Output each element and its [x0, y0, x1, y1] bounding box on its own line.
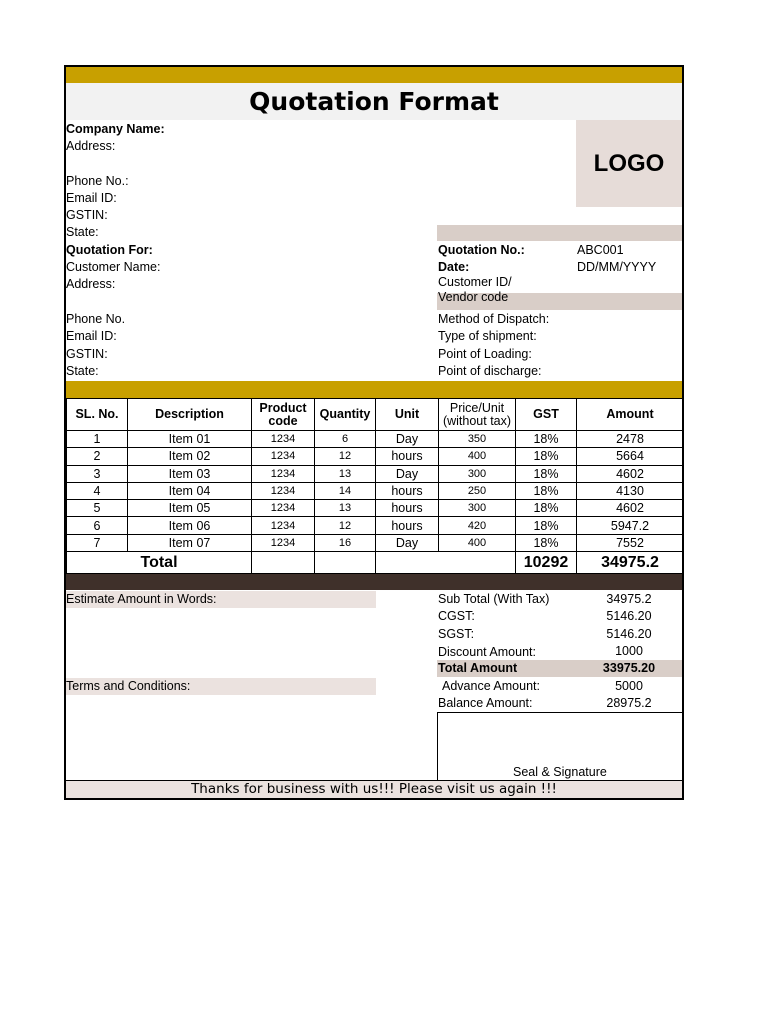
cell-description: Item 06 — [128, 517, 252, 534]
cell-qty: 13 — [315, 465, 376, 482]
cell-code: 1234 — [252, 517, 315, 534]
total-amount-label: Total Amount — [438, 661, 518, 675]
cell-unit: Day — [376, 534, 439, 551]
company-phone-label: Phone No.: — [66, 174, 129, 188]
total-empty-qty — [315, 552, 376, 574]
cell-description: Item 05 — [128, 500, 252, 517]
cell-unit: Day — [376, 431, 439, 448]
company-address-label: Address: — [66, 139, 116, 153]
terms-label: Terms and Conditions: — [66, 679, 191, 693]
shade-strip-top — [437, 225, 682, 241]
sgst-label: SGST: — [438, 627, 475, 641]
cell-unit: hours — [376, 482, 439, 499]
cell-unit: Day — [376, 465, 439, 482]
cell-price: 400 — [439, 534, 516, 551]
total-amount-value: 33975.20 — [602, 661, 656, 675]
cell-amount: 5947.2 — [577, 517, 684, 534]
cell-code: 1234 — [252, 448, 315, 465]
cell-code: 1234 — [252, 431, 315, 448]
balance-label: Balance Amount: — [438, 696, 533, 710]
header-product-code: Product code — [252, 399, 315, 431]
quotation-number-value: ABC001 — [577, 243, 624, 257]
top-gold-band — [66, 67, 682, 83]
cell-unit: hours — [376, 517, 439, 534]
cell-description: Item 04 — [128, 482, 252, 499]
items-table — [66, 398, 684, 574]
cell-gst: 18% — [516, 448, 577, 465]
cell-qty: 12 — [315, 448, 376, 465]
cell-gst: 18% — [516, 500, 577, 517]
table-total-row — [67, 552, 684, 574]
total-label: Total — [67, 552, 252, 574]
title-row — [66, 83, 682, 120]
table-row — [67, 431, 684, 448]
subtotal-label: Sub Total (With Tax) — [438, 592, 550, 606]
dark-band — [66, 574, 682, 590]
total-amount-sum: 34975.2 — [577, 552, 684, 574]
logo-box — [576, 120, 682, 207]
cell-sl: 1 — [67, 431, 128, 448]
page-title: Quotation Format — [249, 87, 499, 116]
cell-code: 1234 — [252, 465, 315, 482]
cell-description: Item 01 — [128, 431, 252, 448]
cell-price: 400 — [439, 448, 516, 465]
date-value: DD/MM/YYYY — [577, 260, 657, 274]
cell-description: Item 07 — [128, 534, 252, 551]
logo-text: LOGO — [593, 149, 665, 177]
middle-gold-band — [66, 381, 682, 398]
header-amount: Amount — [577, 399, 684, 431]
cell-amount: 4602 — [577, 500, 684, 517]
cell-sl: 4 — [67, 482, 128, 499]
balance-value: 28975.2 — [606, 696, 652, 710]
advance-label: Advance Amount: — [442, 679, 540, 693]
table-row — [67, 534, 684, 551]
cell-code: 1234 — [252, 534, 315, 551]
company-name-label: Company Name: — [66, 122, 165, 136]
words-label: Estimate Amount in Words: — [66, 592, 217, 606]
header-sl: SL. No. — [67, 399, 128, 431]
cell-code: 1234 — [252, 482, 315, 499]
cell-amount: 4602 — [577, 465, 684, 482]
customer-email-label: Email ID: — [66, 329, 117, 343]
loading-point-label: Point of Loading: — [438, 347, 532, 361]
date-label: Date: — [438, 260, 470, 274]
company-state-label: State: — [66, 225, 99, 239]
dispatch-method-label: Method of Dispatch: — [438, 312, 550, 326]
quotation-sheet — [64, 65, 684, 800]
cell-gst: 18% — [516, 517, 577, 534]
cell-sl: 2 — [67, 448, 128, 465]
discharge-point-label: Point of discharge: — [438, 364, 542, 378]
cell-qty: 13 — [315, 500, 376, 517]
cell-gst: 18% — [516, 431, 577, 448]
cell-code: 1234 — [252, 500, 315, 517]
cell-amount: 5664 — [577, 448, 684, 465]
discount-value: 1000 — [615, 644, 643, 658]
footer-thanks: Thanks for business with us!!! Please visit us again !!! — [66, 781, 682, 798]
cell-sl: 6 — [67, 517, 128, 534]
header-price: Price/Unit (without tax) — [439, 399, 516, 431]
total-empty-code — [252, 552, 315, 574]
customer-address-label: Address: — [66, 277, 116, 291]
customer-state-label: State: — [66, 364, 99, 378]
header-description: Description — [128, 399, 252, 431]
cell-gst: 18% — [516, 465, 577, 482]
customer-gstin-label: GSTIN: — [66, 347, 108, 361]
table-row — [67, 517, 684, 534]
shipment-type-label: Type of shipment: — [438, 329, 537, 343]
quotation-for-label: Quotation For: — [66, 243, 153, 257]
cell-amount: 2478 — [577, 431, 684, 448]
cell-price: 350 — [439, 431, 516, 448]
cell-unit: hours — [376, 500, 439, 517]
cell-amount: 4130 — [577, 482, 684, 499]
customer-name-label: Customer Name: — [66, 260, 161, 274]
signature-label: Seal & Signature — [513, 765, 607, 779]
vendor-code-label: Vendor code — [438, 290, 509, 304]
cell-sl: 3 — [67, 465, 128, 482]
company-gstin-label: GSTIN: — [66, 208, 108, 222]
table-row — [67, 482, 684, 499]
cell-sl: 5 — [67, 500, 128, 517]
cell-price: 420 — [439, 517, 516, 534]
cell-description: Item 03 — [128, 465, 252, 482]
cell-price: 300 — [439, 500, 516, 517]
cell-qty: 6 — [315, 431, 376, 448]
company-email-label: Email ID: — [66, 191, 117, 205]
cell-price: 300 — [439, 465, 516, 482]
cell-sl: 7 — [67, 534, 128, 551]
customer-id-label: Customer ID/ — [438, 275, 512, 289]
cell-gst: 18% — [516, 482, 577, 499]
subtotal-value: 34975.2 — [606, 592, 652, 606]
sgst-value: 5146.20 — [606, 627, 652, 641]
cell-description: Item 02 — [128, 448, 252, 465]
customer-phone-label: Phone No. — [66, 312, 126, 326]
cell-unit: hours — [376, 448, 439, 465]
cell-price: 250 — [439, 482, 516, 499]
cell-qty: 14 — [315, 482, 376, 499]
cell-gst: 18% — [516, 534, 577, 551]
header-gst: GST — [516, 399, 577, 431]
table-row — [67, 500, 684, 517]
table-row — [67, 448, 684, 465]
total-price-sum: 10292 — [516, 552, 577, 574]
header-quantity: Quantity — [315, 399, 376, 431]
advance-value: 5000 — [615, 679, 643, 693]
quotation-number-label: Quotation No.: — [438, 243, 525, 257]
table-header-row — [67, 399, 684, 431]
discount-label: Discount Amount: — [438, 645, 536, 659]
table-row — [67, 465, 684, 482]
cell-qty: 12 — [315, 517, 376, 534]
header-unit: Unit — [376, 399, 439, 431]
total-empty-unit — [376, 552, 516, 574]
cgst-label: CGST: — [438, 609, 475, 623]
cell-qty: 16 — [315, 534, 376, 551]
cgst-value: 5146.20 — [606, 609, 652, 623]
cell-amount: 7552 — [577, 534, 684, 551]
